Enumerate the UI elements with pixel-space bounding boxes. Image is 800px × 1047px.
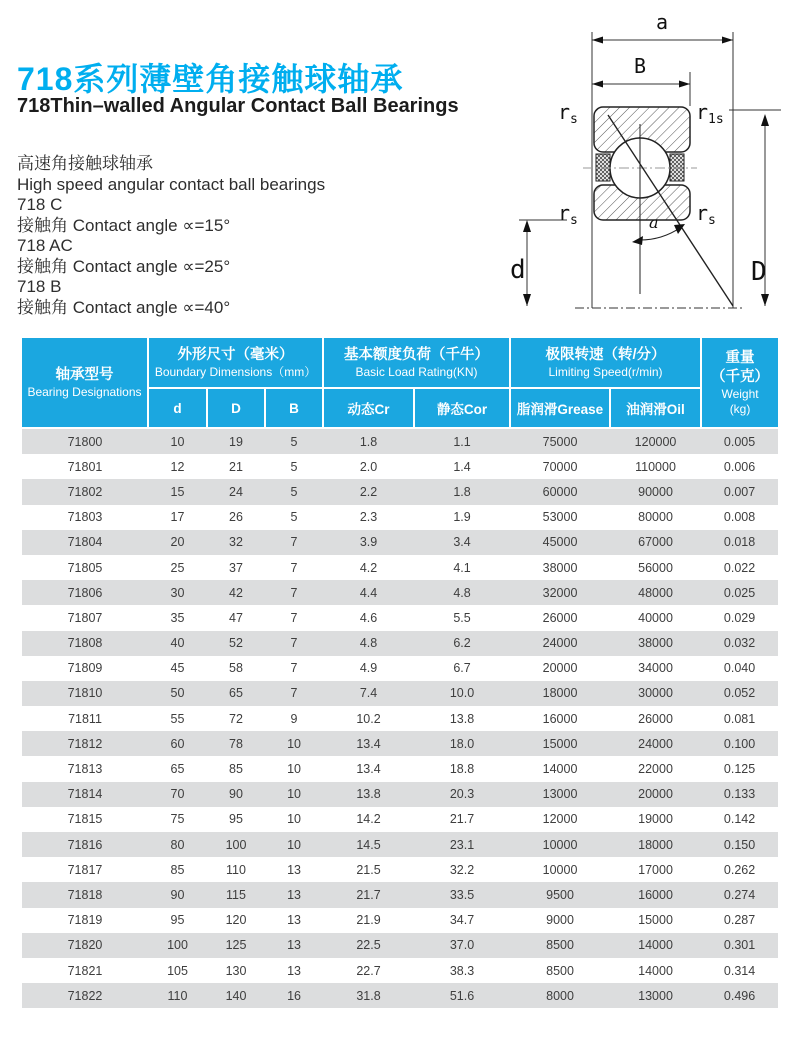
table-row [22,479,778,504]
table-cell: 26 [207,505,265,530]
table-row [22,656,778,681]
table-cell: 0.052 [701,681,778,706]
spec-table [22,338,778,1008]
table-cell: 10 [265,832,323,857]
table-cell: 75000 [510,428,610,454]
col-header-oil: 油润滑Oil [610,388,701,428]
col-group-speed-en: Limiting Speed(r/min) [548,364,663,379]
table-cell: 13.4 [323,756,414,781]
dimension-a [592,10,733,44]
table-cell: 0.040 [701,656,778,681]
table-row [22,908,778,933]
table-cell: 33.5 [414,882,510,907]
table-cell: 65 [207,681,265,706]
table-cell: 32 [207,530,265,555]
table-cell: 4.9 [323,656,414,681]
table-cell: 70 [148,782,207,807]
table-cell: 13 [265,857,323,882]
table-cell: 3.4 [414,530,510,555]
table-row [22,756,778,781]
table-row [22,555,778,580]
table-cell: 4.8 [414,580,510,605]
description-line: 718 C [17,195,63,214]
table-cell: 2.3 [323,505,414,530]
table-cell: 48000 [610,580,701,605]
table-cell: 1.4 [414,454,510,479]
table-cell: 5.5 [414,605,510,630]
table-cell: 71803 [22,505,148,530]
col-header-weight-zh2: （千克） [711,368,770,385]
table-cell: 24000 [610,731,701,756]
table-cell: 25 [148,555,207,580]
table-cell: 4.1 [414,555,510,580]
table-cell: 60 [148,731,207,756]
description-line: 718 B [17,277,62,296]
col-header-weight-en2: (kg) [729,401,751,416]
table-cell: 55 [148,706,207,731]
table-cell: 0.100 [701,731,778,756]
table-cell: 71807 [22,605,148,630]
table-cell: 21 [207,454,265,479]
table-cell: 71805 [22,555,148,580]
table-cell: 13 [265,882,323,907]
description-line: 接触角 Contact angle ∝=40° [17,297,231,317]
table-cell: 22.7 [323,958,414,983]
table-cell: 7 [265,605,323,630]
table-cell: 0.025 [701,580,778,605]
col-header-D: D [207,388,265,428]
table-cell: 21.5 [323,857,414,882]
table-cell: 71821 [22,958,148,983]
table-row [22,580,778,605]
table-cell: 13 [265,908,323,933]
table-cell: 17000 [610,857,701,882]
table-cell: 51.6 [414,983,510,1008]
table-cell: 56000 [610,555,701,580]
table-cell: 7 [265,656,323,681]
table-cell: 13 [265,958,323,983]
table-cell: 1.1 [414,428,510,454]
table-cell: 0.274 [701,882,778,907]
table-cell: 10 [265,782,323,807]
table-cell: 18000 [510,681,610,706]
table-cell: 71808 [22,631,148,656]
table-cell: 20.3 [414,782,510,807]
table-body [22,428,778,1008]
table-cell: 15000 [610,908,701,933]
table-cell: 105 [148,958,207,983]
table-cell: 9000 [510,908,610,933]
table-cell: 16 [265,983,323,1008]
description-line: High speed angular contact ball bearings [17,174,326,194]
table-cell: 42 [207,580,265,605]
col-header-dynamic-cr: 动态Cr [323,388,414,428]
table-cell: 0.081 [701,706,778,731]
table-cell: 0.022 [701,555,778,580]
table-cell: 110 [207,857,265,882]
table-cell: 7 [265,681,323,706]
table-cell: 110 [148,983,207,1008]
description-line: 接触角 Contact angle ∝=25° [17,256,231,276]
dim-a-label: a [656,10,669,34]
table-row [22,681,778,706]
col-header-d: d [148,388,207,428]
table-cell: 18.0 [414,731,510,756]
table-row [22,731,778,756]
table-cell: 90000 [610,479,701,504]
table-cell: 0.150 [701,832,778,857]
table-row [22,807,778,832]
col-group-load [323,338,510,388]
rs-label-bottom-left: $r_s$ [558,201,578,228]
table-cell: 71822 [22,983,148,1008]
table-cell: 10000 [510,832,610,857]
table-cell: 90 [148,882,207,907]
table-cell: 71806 [22,580,148,605]
table-cell: 100 [207,832,265,857]
col-header-grease: 脂润滑Grease [510,388,610,428]
table-cell: 21.7 [414,807,510,832]
table-cell: 12 [148,454,207,479]
table-cell: 10 [265,807,323,832]
col-header-weight-zh1: 重量 [725,349,755,366]
table-cell: 22000 [610,756,701,781]
table-cell: 4.2 [323,555,414,580]
table-cell: 13000 [610,983,701,1008]
col-header-static-cor: 静态Cor [414,388,510,428]
col-group-boundary [148,338,323,388]
table-cell: 71816 [22,832,148,857]
table-cell: 71817 [22,857,148,882]
table-cell: 18.8 [414,756,510,781]
table-cell: 5 [265,454,323,479]
table-cell: 71802 [22,479,148,504]
table-cell: 71820 [22,933,148,958]
table-cell: 2.0 [323,454,414,479]
col-header-bearing [22,338,148,428]
col-group-boundary-zh: 外形尺寸（毫米） [177,346,294,363]
table-cell: 32.2 [414,857,510,882]
table-row [22,857,778,882]
table-cell: 120 [207,908,265,933]
table-cell: 110000 [610,454,701,479]
table-cell: 71811 [22,706,148,731]
table-row [22,933,778,958]
table-cell: 45 [148,656,207,681]
table-cell: 5 [265,479,323,504]
table-cell: 95 [207,807,265,832]
table-cell: 16000 [610,882,701,907]
table-cell: 20000 [510,656,610,681]
col-group-speed-zh: 极限转速（转/分） [545,346,666,363]
page-title: 718系列薄壁角接触球轴承 [17,61,404,97]
table-cell: 38000 [610,631,701,656]
table-cell: 30000 [610,681,701,706]
table-cell: 5 [265,505,323,530]
table-cell: 0.008 [701,505,778,530]
table-cell: 30 [148,580,207,605]
table-cell: 37.0 [414,933,510,958]
table-cell: 2.2 [323,479,414,504]
table-cell: 0.032 [701,631,778,656]
table-cell: 125 [207,933,265,958]
table-cell: 5 [265,428,323,454]
table-cell: 34000 [610,656,701,681]
table-cell: 45000 [510,530,610,555]
table-cell: 8000 [510,983,610,1008]
table-cell: 71810 [22,681,148,706]
description-line: 接触角 Contact angle ∝=15° [17,215,231,235]
table-cell: 7 [265,580,323,605]
table-cell: 23.1 [414,832,510,857]
table-row [22,631,778,656]
table-cell: 20000 [610,782,701,807]
table-cell: 120000 [610,428,701,454]
table-cell: 52 [207,631,265,656]
dim-big-d-label: D [751,257,767,287]
table-cell: 71809 [22,656,148,681]
table-cell: 15000 [510,731,610,756]
col-group-load-en: Basic Load Rating(KN) [355,364,478,379]
table-cell: 13 [265,933,323,958]
table-cell: 100 [148,933,207,958]
angle-alpha-label: a [649,213,659,232]
table-cell: 17 [148,505,207,530]
table-cell: 31.8 [323,983,414,1008]
rs-label-top-left: $r_s$ [558,100,578,127]
r1s-label-top-right: $r_{1s}$ [696,100,724,127]
table-cell: 71818 [22,882,148,907]
table-cell: 37 [207,555,265,580]
product-description [17,154,325,318]
table-cell: 35 [148,605,207,630]
table-cell: 80000 [610,505,701,530]
table-cell: 65 [148,756,207,781]
description-line: 高速角接触球轴承 [17,154,153,173]
table-cell: 6.2 [414,631,510,656]
table-row [22,882,778,907]
table-cell: 7 [265,530,323,555]
table-cell: 60000 [510,479,610,504]
table-cell: 78 [207,731,265,756]
table-cell: 38.3 [414,958,510,983]
table-cell: 4.6 [323,605,414,630]
table-row [22,983,778,1008]
table-cell: 40 [148,631,207,656]
col-group-load-zh: 基本额度负荷（千牛） [344,346,490,363]
table-cell: 14000 [610,933,701,958]
table-cell: 12000 [510,807,610,832]
col-header-bearing-zh: 轴承型号 [55,366,114,383]
dimension-d [510,220,531,306]
table-row [22,958,778,983]
table-cell: 10.2 [323,706,414,731]
table-cell: 0.018 [701,530,778,555]
table-cell: 53000 [510,505,610,530]
table-row [22,706,778,731]
page-subtitle: 718Thin–walled Angular Contact Ball Bearings [17,95,459,117]
table-row [22,505,778,530]
table-cell: 10 [265,731,323,756]
col-header-B: B [265,388,323,428]
table-cell: 0.496 [701,983,778,1008]
table-cell: 10.0 [414,681,510,706]
table-cell: 0.005 [701,428,778,454]
table-cell: 50 [148,681,207,706]
table-cell: 0.287 [701,908,778,933]
table-cell: 9500 [510,882,610,907]
dim-d-label: d [510,255,526,285]
table-cell: 0.006 [701,454,778,479]
table-cell: 15 [148,479,207,504]
table-cell: 1.8 [323,428,414,454]
table-cell: 14.2 [323,807,414,832]
table-cell: 18000 [610,832,701,857]
table-cell: 75 [148,807,207,832]
table-cell: 13.8 [414,706,510,731]
rs-label-bottom-right: $r_s$ [696,201,716,228]
table-row [22,454,778,479]
table-cell: 14000 [510,756,610,781]
table-cell: 70000 [510,454,610,479]
table-cell: 14000 [610,958,701,983]
dim-b-label: B [634,54,647,78]
col-header-weight [701,338,778,428]
table-cell: 71804 [22,530,148,555]
table-cell: 0.142 [701,807,778,832]
table-cell: 0.125 [701,756,778,781]
dimension-b [592,54,690,88]
table-cell: 21.9 [323,908,414,933]
table-cell: 85 [207,756,265,781]
description-line: 718 AC [17,236,73,255]
table-cell: 22.5 [323,933,414,958]
table-cell: 85 [148,857,207,882]
table-cell: 3.9 [323,530,414,555]
table-cell: 10 [148,428,207,454]
table-row [22,605,778,630]
table-cell: 71815 [22,807,148,832]
table-row [22,782,778,807]
table-cell: 8500 [510,958,610,983]
table-cell: 21.7 [323,882,414,907]
table-cell: 6.7 [414,656,510,681]
table-row [22,832,778,857]
table-cell: 14.5 [323,832,414,857]
table-cell: 90 [207,782,265,807]
table-cell: 0.314 [701,958,778,983]
table-row [22,428,778,454]
table-cell: 16000 [510,706,610,731]
table-cell: 140 [207,983,265,1008]
col-group-speed [510,338,701,388]
table-cell: 71812 [22,731,148,756]
table-cell: 32000 [510,580,610,605]
table-cell: 7 [265,631,323,656]
col-group-boundary-en: Boundary Dimensions（mm） [154,364,317,379]
table-cell: 9 [265,706,323,731]
col-header-weight-en1: Weight [721,386,759,401]
table-cell: 0.301 [701,933,778,958]
table-cell: 80 [148,832,207,857]
table-cell: 71800 [22,428,148,454]
table-cell: 7 [265,555,323,580]
table-cell: 10 [265,756,323,781]
table-cell: 38000 [510,555,610,580]
table-cell: 0.007 [701,479,778,504]
table-cell: 130 [207,958,265,983]
table-cell: 40000 [610,605,701,630]
table-cell: 71814 [22,782,148,807]
table-cell: 1.9 [414,505,510,530]
table-cell: 19 [207,428,265,454]
table-cell: 1.8 [414,479,510,504]
table-cell: 20 [148,530,207,555]
col-header-bearing-en: Bearing Designations [27,384,142,399]
table-cell: 0.262 [701,857,778,882]
table-cell: 115 [207,882,265,907]
table-cell: 26000 [610,706,701,731]
table-cell: 10000 [510,857,610,882]
table-cell: 26000 [510,605,610,630]
table-cell: 13.8 [323,782,414,807]
table-cell: 34.7 [414,908,510,933]
table-cell: 71801 [22,454,148,479]
table-cell: 0.029 [701,605,778,630]
table-cell: 8500 [510,933,610,958]
table-cell: 4.8 [323,631,414,656]
dimension-big-d [751,114,769,306]
table-cell: 71819 [22,908,148,933]
table-cell: 47 [207,605,265,630]
table-row [22,530,778,555]
table-cell: 67000 [610,530,701,555]
table-cell: 7.4 [323,681,414,706]
table-cell: 24 [207,479,265,504]
table-cell: 71813 [22,756,148,781]
table-cell: 24000 [510,631,610,656]
table-cell: 58 [207,656,265,681]
table-cell: 13.4 [323,731,414,756]
table-cell: 13000 [510,782,610,807]
table-cell: 0.133 [701,782,778,807]
table-cell: 19000 [610,807,701,832]
table-cell: 95 [148,908,207,933]
table-cell: 72 [207,706,265,731]
table-cell: 4.4 [323,580,414,605]
bearing-cross-section-diagram [497,2,793,334]
